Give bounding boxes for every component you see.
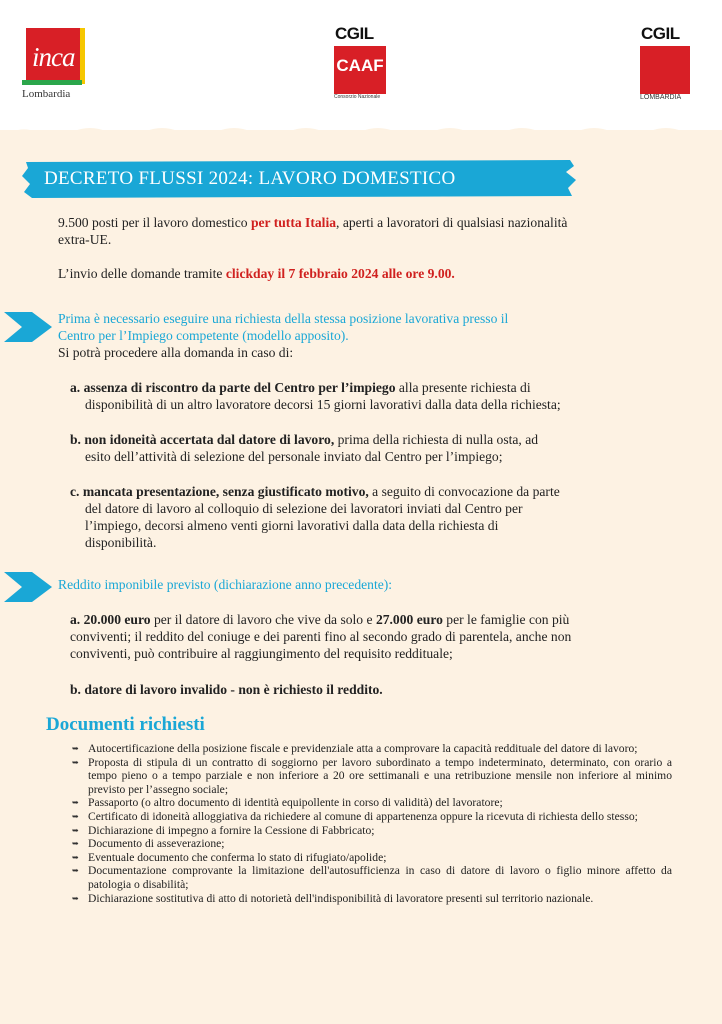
cgil-lombardia-logo [638,24,696,104]
item-text: per il datore di lavoro che vive da solo e [150,612,376,627]
inca-logo-subtitle: Lombardia [22,88,71,100]
caaf-logo-word: CAAF [336,56,384,75]
wave-divider [0,118,722,148]
section1-lead-line: Si potrà procedere alla domanda in caso di: [58,345,294,360]
caaf-logo-box [334,46,386,94]
inca-logo-box [26,28,82,84]
income-single: 20.000 euro [83,612,151,627]
clickday-highlight: clickday il 7 febbraio 2024 alle ore 9.00. [225,266,455,281]
documents-list [72,742,672,905]
caaf-logo-subtitle: Consorzio Nazionale [334,94,381,100]
item-letter: b. [70,682,81,697]
item-text: conviventi; il reddito del coniuge e dei parenti fino al secondo grado di parentela, anche non [70,629,572,644]
arrow-right-icon [2,568,54,606]
list-item: ➥ Passaporto (o altro documento di identità equipollente in corso di validità) del lavoratore; [72,796,672,810]
item-bold-text: mancata presentazione, senza giustificato motivo, [82,484,369,499]
lombardia-logo-cgil-word: CGIL [641,24,680,43]
list-item: ➥ Documentazione comprovante la limitazione dell'autosufficienza in caso di datore di lavoro o figlio minore affetto da patologia o disabilità; [72,864,672,891]
item-bold-text: datore di lavoro invalido - non è richiesto il reddito. [84,682,383,697]
intro-highlight: per tutta Italia [250,215,337,230]
list-item: ➥ Eventuale documento che conferma lo stato di rifugiato/apolide; [72,851,672,865]
item-text: conviventi, può contribuire al raggiungimento del requisito reddituale; [70,646,453,661]
item-bold-text: assenza di riscontro da parte del Centro per l’impiego [83,380,396,395]
item-text: per le famiglie con più [442,612,570,627]
arrow-right-icon [2,308,54,346]
section2-item-b [70,681,383,698]
item-text: esito dell’attività di selezione del personale inviato dal Centro per l’impiego; [85,449,503,464]
list-item: ➥ Certificato di idoneità alloggiativa da richiedere al comune di appartenenza oppure la ricevuta di richiesta dello stesso; [72,810,672,824]
cgil-caaf-logo [332,24,390,104]
page-header [0,0,722,135]
list-item: ➥ Dichiarazione sostitutiva di atto di notorietà dell'indisponibilità di lavoratore presenti sul territorio nazionale. [72,892,672,906]
item-text: alla presente richiesta di [395,380,531,395]
intro-text: extra-UE. [58,232,112,247]
lombardia-logo-subtitle: LOMBARDIA [640,94,682,101]
item-letter: c. [70,484,80,499]
section1-item-c [70,483,560,551]
item-text: disponibilità di un altro lavoratore decorsi 15 giorni lavorativi dalla data della richiesta; [85,397,561,412]
section1-lead-line: Prima è necessario eseguire una richiesta della stessa posizione lavorativa presso il [58,311,509,326]
inca-logo-word: inca [32,42,75,72]
inca-logo-stripe-yellow [80,28,85,84]
item-letter: a. [70,380,81,395]
section1-lead [58,310,508,361]
section2-lead [58,576,392,593]
item-text: disponibilità. [85,535,157,550]
section1-lead-line: Centro per l’Impiego competente (modello apposito). [58,328,349,343]
lombardia-logo-box [640,46,690,94]
intro-paragraph-2 [58,265,455,282]
item-letter: b. [70,432,81,447]
list-item: ➥ Dichiarazione di impegno a fornire la Cessione di Fabbricato; [72,824,672,838]
page-title: DECRETO FLUSSI 2024: LAVORO DOMESTICO [44,168,456,189]
item-text: prima della richiesta di nulla osta, ad [334,432,539,447]
item-text: a seguito di convocazione da parte [368,484,560,499]
list-item: ➥ Autocertificazione della posizione fiscale e previdenziale atta a comprovare la capacità reddituale del datore di lavoro; [72,742,672,756]
intro-text: L’invio delle domande tramite [58,266,226,281]
item-bold-text: non idoneità accertata dal datore di lavoro, [84,432,335,447]
list-item: ➥ Documento di asseverazione; [72,837,672,851]
item-letter: a. [70,612,81,627]
inca-lombardia-logo [22,26,88,102]
inca-logo-stripe-green [22,80,82,85]
list-item: ➥ Proposta di stipula di un contratto di soggiorno per lavoro subordinato a tempo indeterminato, determinato, con orario a tempo pieno o a tempo parziale e non inferiore a 20 ore settimanali e una retribuzione mensile non inferiore al minimo previsto per l’assegno sociale; [72,756,672,797]
intro-paragraph-1 [58,214,678,248]
section2-item-a [70,611,571,662]
intro-text: 9.500 posti per il lavoro domestico [58,215,251,230]
documents-title: Documenti richiesti [46,714,205,735]
caaf-logo-cgil-word: CGIL [335,24,374,43]
item-text: del datore di lavoro al colloquio di selezione dei lavoratori inviati dal Centro per [85,501,523,516]
intro-text: , aperti a lavoratori di qualsiasi nazionalità [336,215,568,230]
section1-item-a [70,379,561,413]
section2-lead-text: Reddito imponibile previsto (dichiarazione anno precedente): [58,577,393,592]
section1-item-b [70,431,538,465]
item-text: l’impiego, decorsi almeno venti giorni lavorativi dalla data della richiesta di [85,518,499,533]
income-family: 27.000 euro [375,612,443,627]
